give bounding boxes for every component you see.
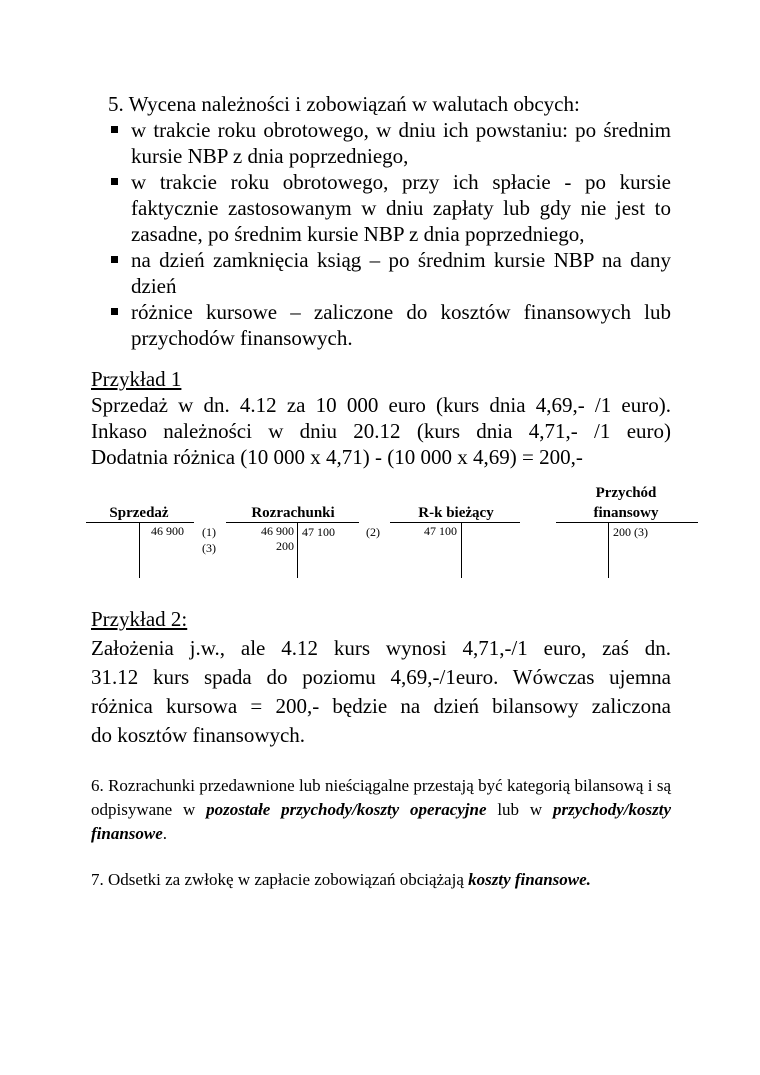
example-1-line: Dodatnia różnica (10 000 x 4,71) - (10 000 x 4,69) = 200,- <box>91 445 583 469</box>
entry-ref-3: (3) <box>202 541 216 555</box>
bullet-item: w trakcie roku obrotowego, przy ich spłacie - po kursie faktycznie zastosowanym w dniu zapłaty lub gdy nie jest to zasadne, po średnim kursie NBP z dnia poprzedniego, <box>91 169 671 247</box>
example-1-line: Inkaso należności w dniu 20.12 (kurs dnia 4,71,- /1 euro) <box>91 419 671 443</box>
example-1 <box>91 366 671 470</box>
example-2-line: różnica kursowa = 200,- będzie na dzień bilansowy zaliczona <box>91 694 671 718</box>
entry-ref-1: (1) <box>202 525 216 539</box>
account-przychod-title-line2: finansowy <box>593 505 659 521</box>
account-rozrachunki-credit: 47 100 <box>302 525 335 539</box>
section-6: 6. Rozrachunki przedawnione lub nieściągalne przestają być kategorią bilansową i są odpisywane w pozostałe przychody/koszty operacyjne lub w przychody/koszty finansowe. <box>91 776 672 843</box>
example-2-line: Założenia j.w., ale 4.12 kurs wynosi 4,71,-/1 euro, zaś dn. <box>91 636 671 660</box>
bullet-square-icon <box>111 126 118 133</box>
account-rozrachunki-line <box>226 522 359 523</box>
emphasis-financial: przychody/koszty finansowe <box>91 800 672 843</box>
entry-ref-2: (2) <box>366 525 380 539</box>
account-przychod-line <box>556 522 698 523</box>
account-rk-debit: 47 100 <box>424 524 457 538</box>
example-2-line: do kosztów finansowych. <box>91 723 306 747</box>
section-7: 7. Odsetki za zwłokę w zapłacie zobowiązań obciążają koszty finansowe. <box>91 870 591 889</box>
bullet-item: w trakcie roku obrotowego, w dniu ich powstaniu: po średnim kursie NBP z dnia poprzedniego, <box>91 117 671 169</box>
section-5-heading: 5. Wycena należności i zobowiązań w walutach obcych: <box>108 92 580 116</box>
account-rozrachunki-debit: 46 900 <box>261 524 294 538</box>
account-sprzedaz-credit: 46 900 <box>151 524 184 538</box>
section-5-bullet-list <box>91 117 671 351</box>
bullet-square-icon <box>111 308 118 315</box>
account-rk-line <box>390 522 520 523</box>
account-przychod-title-line1: Przychód <box>595 485 657 501</box>
account-sprzedaz-title: Sprzedaż <box>109 505 169 521</box>
emphasis-costs: koszty finansowe. <box>468 870 591 889</box>
bullet-item: różnice kursowe – zaliczone do kosztów finansowych lub przychodów finansowych. <box>91 299 671 351</box>
account-sprzedaz-line <box>86 522 194 523</box>
account-przychod-divider <box>608 523 609 578</box>
account-rozrachunki-debit: 200 <box>276 539 294 553</box>
t-accounts <box>86 482 698 582</box>
example-2 <box>91 605 671 750</box>
account-rk-divider <box>461 523 462 578</box>
bullet-square-icon <box>111 178 118 185</box>
example-2-title: Przykład 2: <box>91 607 188 631</box>
example-1-title: Przykład 1 <box>91 367 182 391</box>
section-5 <box>91 91 671 351</box>
bullet-square-icon <box>111 256 118 263</box>
account-rozrachunki-divider <box>297 523 298 578</box>
example-1-line: Sprzedaż w dn. 4.12 za 10 000 euro (kurs dnia 4,69,- /1 euro). <box>91 393 671 417</box>
account-rozrachunki-title: Rozrachunki <box>251 505 335 521</box>
emphasis-operating: pozostałe przychody/koszty operacyjne <box>206 800 487 819</box>
account-rk-title: R-k bieżący <box>418 505 494 521</box>
account-przychod-credit: 200 (3) <box>613 525 648 539</box>
example-2-line: 31.12 kurs spada do poziomu 4,69,-/1euro. Wówczas ujemna <box>91 665 671 689</box>
bullet-item: na dzień zamknięcia ksiąg – po średnim kursie NBP na dany dzień <box>91 247 671 299</box>
